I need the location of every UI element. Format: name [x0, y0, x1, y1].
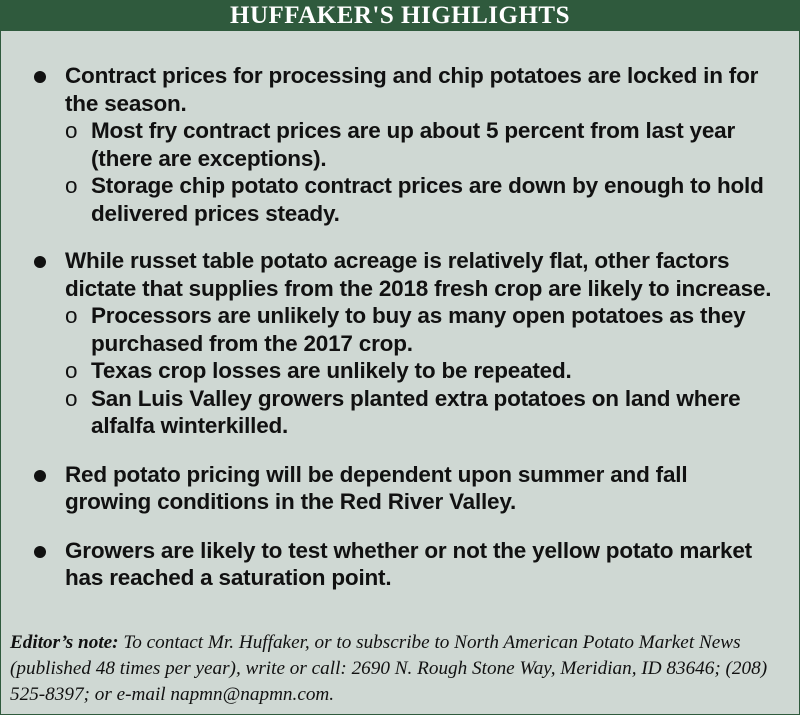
bullet-dot-icon [34, 546, 46, 558]
bullet-dot-icon [34, 256, 46, 268]
bullet-item [1, 62, 799, 227]
sub-marker-icon: o [65, 173, 78, 198]
sub-item-text: Processors are unlikely to buy as many open potatoes as they purchased from the 2017 crop. [91, 303, 746, 356]
highlights-content [1, 62, 799, 592]
bullet-text: While russet table potato acreage is relatively flat, other factors dictate that supplies from the 2018 fresh crop are likely to increase. [65, 248, 772, 301]
sub-list [65, 302, 777, 440]
sub-item-text: Texas crop losses are unlikely to be repeated. [91, 358, 572, 383]
bullet-dot-icon [34, 470, 46, 482]
sub-item-text: Most fry contract prices are up about 5 percent from last year (there are exceptions). [91, 118, 736, 171]
sub-item [65, 357, 777, 385]
sub-marker-icon: o [65, 385, 78, 411]
bullet-item [1, 537, 799, 592]
bullet-text: Contract prices for processing and chip potatoes are locked in for the season. [65, 63, 759, 116]
box-title: HUFFAKER'S HIGHLIGHTS [1, 1, 799, 31]
sub-item-text: San Luis Valley growers planted extra potatoes on land where alfalfa winterkilled. [91, 385, 741, 438]
bullet-item [1, 247, 799, 440]
editors-note [10, 630, 792, 708]
editors-note-label: Editor’s note: [10, 632, 119, 653]
bullet-item [1, 461, 799, 516]
sub-item [65, 385, 777, 440]
sub-item-text: Storage chip potato contract prices are down by enough to hold delivered prices steady. [91, 173, 764, 226]
bullet-dot-icon [34, 71, 46, 83]
bullet-text: Growers are likely to test whether or not the yellow potato market has reached a saturation point. [65, 537, 752, 590]
sub-marker-icon: o [65, 118, 78, 143]
sub-item [65, 302, 777, 357]
editors-note-text: To contact Mr. Huffaker, or to subscribe to North American Potato Market News (published 48 times per year), write or call: 2690 N. Rough Stone Way, Meridian, ID 83646; (208) 525-8397; or e-mail napmn@napmn.com. [10, 632, 768, 705]
sub-item [65, 117, 777, 172]
bullet-list [1, 62, 799, 592]
sub-item [65, 172, 777, 227]
sub-marker-icon: o [65, 358, 78, 383]
bullet-text: Red potato pricing will be dependent upon summer and fall growing conditions in the Red River Valley. [65, 461, 688, 514]
sub-list [65, 117, 777, 227]
sub-marker-icon: o [65, 303, 78, 328]
